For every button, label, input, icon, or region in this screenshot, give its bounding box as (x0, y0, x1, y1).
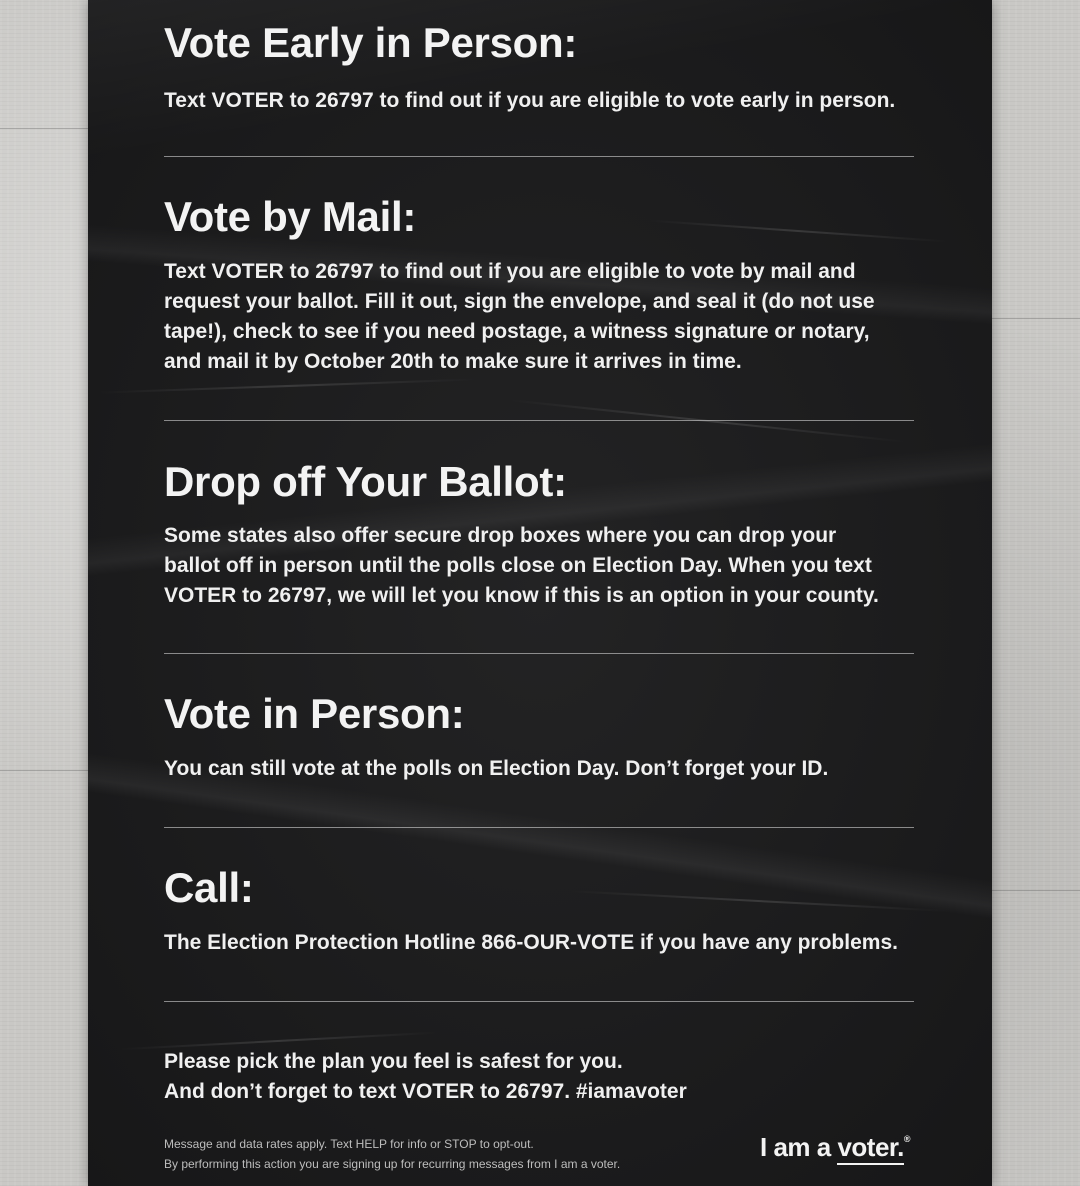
wall-seam (0, 128, 88, 129)
section-vote-in-person (164, 689, 924, 784)
section-body: Some states also offer secure drop boxes where you can drop your ballot off in person until the polls close on Election Day. When you text VOTER to 26797, we will let you know if this is an option in your county. (164, 524, 879, 607)
logo-prefix: I am a (760, 1132, 838, 1162)
closing-line: And don’t forget to text VOTER to 26797. #iamavoter (164, 1080, 687, 1103)
poster-wrinkle (98, 378, 478, 393)
section-divider (164, 827, 914, 828)
wall-seam (992, 318, 1080, 319)
section-divider (164, 420, 914, 421)
section-divider (164, 1001, 914, 1002)
section-heading: Vote in Person: (164, 690, 465, 737)
section-heading: Vote by Mail: (164, 193, 417, 240)
section-call (164, 863, 924, 958)
fine-print-line: By performing this action you are signing up for recurring messages from I am a voter. (164, 1157, 621, 1171)
closing-message (164, 1047, 924, 1107)
wall-seam (0, 770, 88, 771)
wall-seam (992, 890, 1080, 891)
section-heading: Call: (164, 864, 254, 911)
i-am-a-voter-logo (760, 1132, 930, 1163)
section-drop-off-ballot (164, 457, 924, 611)
registered-mark: ® (903, 1134, 910, 1144)
section-divider (164, 653, 914, 654)
section-vote-early (164, 18, 924, 116)
section-heading: Vote Early in Person: (164, 19, 578, 66)
section-vote-by-mail (164, 192, 924, 377)
logo-voter: voter. (837, 1132, 903, 1165)
section-body: You can still vote at the polls on Election Day. Don’t forget your ID. (164, 757, 829, 780)
voting-plan-poster (88, 0, 992, 1186)
section-heading: Drop off Your Ballot: (164, 458, 567, 505)
fine-print (164, 1134, 724, 1174)
section-body: Text VOTER to 26797 to find out if you are eligible to vote early in person. (164, 89, 896, 112)
fine-print-line: Message and data rates apply. Text HELP for info or STOP to opt-out. (164, 1137, 534, 1151)
section-body: Text VOTER to 26797 to find out if you are eligible to vote by mail and request your ballot. Fill it out, sign the envelope, and seal it (do not use tape!), check to see if you need postage, a witness signature or notary, and mail it by October 20th to make sure it arrives in time. (164, 260, 875, 373)
section-divider (164, 156, 914, 157)
closing-line: Please pick the plan you feel is safest for you. (164, 1050, 623, 1073)
poster-wrinkle (509, 399, 907, 443)
section-body: The Election Protection Hotline 866-OUR-VOTE if you have any problems. (164, 931, 898, 954)
